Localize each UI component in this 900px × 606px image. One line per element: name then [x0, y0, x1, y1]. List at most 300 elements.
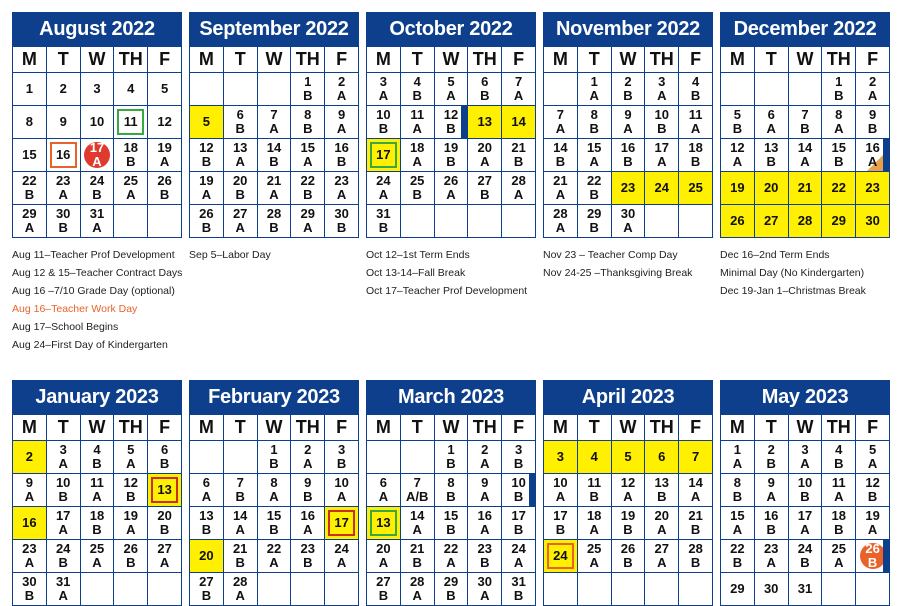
day-cell [789, 573, 823, 606]
day-number: 5 [733, 107, 742, 122]
month-calendar [720, 380, 890, 606]
weekday-header: TH [822, 47, 856, 73]
day-cell [190, 106, 224, 139]
rotation-letter: B [867, 489, 878, 504]
rotation-letter: A [800, 456, 810, 471]
day-cell [721, 205, 755, 238]
day-number: 23 [865, 180, 880, 195]
day-number: 18 [586, 508, 602, 523]
rotation-letter: A [480, 456, 490, 471]
day-number: 14 [511, 114, 526, 129]
month-calendar [12, 12, 182, 238]
rotation-letter: B [480, 88, 490, 103]
day-number: 22 [300, 173, 316, 188]
day-cell [721, 540, 755, 573]
rotation-letter: B [834, 88, 844, 103]
rotation-letter: A [235, 220, 245, 235]
day-cell [367, 172, 401, 205]
day-cell [578, 540, 612, 573]
day-number: 26 [199, 206, 214, 221]
day-cell [679, 106, 713, 139]
day-cell [291, 474, 325, 507]
day-number: 16 [620, 140, 636, 155]
rotation-letter: B [834, 154, 844, 169]
rotation-letter: A [555, 187, 566, 202]
day-cell [822, 441, 856, 474]
day-cell [81, 205, 115, 238]
day-number: 7 [556, 107, 565, 122]
day-cell [224, 172, 258, 205]
day-number: 25 [123, 173, 139, 188]
rotation-letter: A [513, 555, 524, 570]
day-cell [578, 573, 612, 606]
note-line: Oct 13-14–Fall Break [366, 267, 466, 279]
day-cell [822, 172, 856, 205]
day-number: 2 [337, 74, 346, 89]
day-cell [856, 474, 890, 507]
day-cell [755, 441, 789, 474]
month-title: February 2023 [189, 380, 359, 414]
day-cell [258, 106, 292, 139]
note-line: Nov 23 – Teacher Comp Day [543, 249, 678, 261]
day-cell [325, 205, 359, 238]
rotation-letter: B [235, 187, 245, 202]
month-title: October 2022 [366, 12, 536, 46]
day-cell [325, 73, 359, 106]
day-cell [13, 106, 47, 139]
rotation-letter: B [834, 522, 844, 537]
weekday-header: M [367, 47, 401, 73]
day-cell [114, 172, 148, 205]
day-number: 7 [801, 107, 809, 122]
day-cell [679, 474, 713, 507]
day-number: 15 [300, 140, 316, 155]
weekday-header: F [679, 415, 713, 441]
day-number: 27 [477, 173, 493, 188]
day-number: 20 [763, 180, 779, 195]
day-cell [502, 540, 536, 573]
weekday-header: F [148, 415, 182, 441]
day-cell [13, 507, 47, 540]
rotation-letter: A [378, 555, 389, 570]
day-number: 9 [868, 107, 877, 122]
day-cell [148, 73, 182, 106]
day-cell [679, 441, 713, 474]
note-line: Aug 17–School Begins [12, 321, 119, 333]
day-number: 29 [586, 206, 602, 221]
rotation-letter: B [589, 220, 599, 235]
day-cell [502, 441, 536, 474]
day-number: 24 [511, 541, 526, 556]
day-cell [401, 106, 435, 139]
day-number: 21 [232, 541, 248, 556]
rotation-letter: B [766, 154, 776, 169]
day-cell [856, 172, 890, 205]
rotation-letter: B [378, 588, 389, 603]
day-cell [367, 205, 401, 238]
day-number: 15 [266, 508, 282, 523]
day-cell [789, 507, 823, 540]
weekday-header: T [755, 47, 789, 73]
day-cell [401, 573, 435, 606]
rotation-letter: A [657, 522, 667, 537]
day-cell [679, 507, 713, 540]
day-cell [578, 106, 612, 139]
day-cell [679, 172, 713, 205]
weekday-header: M [721, 47, 755, 73]
rotation-letter: B [92, 456, 102, 471]
day-cell [612, 573, 646, 606]
day-cell [325, 172, 359, 205]
rotation-letter: B [269, 154, 279, 169]
rotation-letter: A [159, 154, 170, 169]
rotation-letter: A [480, 588, 490, 603]
day-cell [13, 540, 47, 573]
weekday-header: T [224, 415, 258, 441]
day-cell [435, 172, 469, 205]
day-cell [544, 441, 578, 474]
day-number: 29 [730, 581, 745, 596]
day-cell [856, 573, 890, 606]
day-cell [81, 441, 115, 474]
day-number: 2 [767, 442, 775, 457]
day-cell [822, 205, 856, 238]
day-number: 6 [767, 107, 775, 122]
day-number: 25 [89, 541, 105, 556]
day-number: 26 [865, 541, 880, 556]
day-number: 1 [733, 442, 742, 457]
day-cell [13, 205, 47, 238]
day-cell [544, 73, 578, 106]
rotation-letter: B [201, 588, 212, 603]
day-cell [502, 172, 536, 205]
day-number: 3 [93, 81, 101, 96]
rotation-letter: B [159, 456, 170, 471]
day-number: 6 [481, 74, 489, 89]
rotation-letter: A [336, 555, 347, 570]
day-cell [755, 172, 789, 205]
note-line: Aug 24–First Day of Kindergarten [12, 339, 168, 351]
day-cell [114, 139, 148, 172]
rotation-letter: B [269, 522, 279, 537]
day-number: 21 [688, 508, 703, 523]
day-number: 7 [236, 475, 244, 490]
day-cell [435, 507, 469, 540]
day-cell [544, 172, 578, 205]
day-cell [47, 73, 81, 106]
day-cell [291, 540, 325, 573]
day-cell [468, 474, 502, 507]
day-number: 2 [624, 74, 632, 89]
day-cell [435, 139, 469, 172]
day-cell [114, 507, 148, 540]
rotation-letter: A [235, 522, 245, 537]
weekday-header: M [190, 47, 224, 73]
rotation-letter: B [92, 522, 102, 537]
day-number: 23 [300, 541, 316, 556]
day-number: 4 [691, 74, 700, 89]
rotation-letter: A [657, 88, 667, 103]
day-cell [822, 474, 856, 507]
weekday-header: F [856, 415, 890, 441]
day-cell [148, 172, 182, 205]
day-number: 13 [199, 508, 214, 523]
weekday-header: T [47, 415, 81, 441]
day-cell [367, 73, 401, 106]
rotation-letter: B [303, 121, 313, 136]
rotation-letter: B [867, 555, 878, 570]
rotation-letter: A [269, 187, 279, 202]
day-cell [190, 205, 224, 238]
day-cell [755, 73, 789, 106]
day-cell [502, 73, 536, 106]
rotation-letter: B [24, 588, 35, 603]
rotation-letter: A [201, 489, 212, 504]
note-line: Minimal Day (No Kindergarten) [720, 267, 865, 279]
day-cell [401, 441, 435, 474]
month-title: May 2023 [720, 380, 890, 414]
day-number: 22 [831, 180, 847, 195]
day-cell [114, 106, 148, 139]
day-cell [789, 139, 823, 172]
day-number: 1 [835, 74, 843, 89]
day-cell [114, 540, 148, 573]
day-number: 20 [232, 173, 248, 188]
rotation-letter: A [446, 187, 456, 202]
day-cell [468, 73, 502, 106]
day-number: 26 [123, 541, 139, 556]
day-cell [148, 474, 182, 507]
weekday-header: F [502, 415, 536, 441]
day-cell [190, 540, 224, 573]
day-number: 12 [157, 114, 172, 129]
day-number: 26 [730, 213, 745, 228]
day-cell [291, 172, 325, 205]
day-cell [856, 139, 890, 172]
day-number: 3 [514, 442, 523, 457]
day-cell [645, 441, 679, 474]
month-notes [366, 246, 546, 300]
day-cell [224, 441, 258, 474]
day-cell [502, 106, 536, 139]
weekday-header: W [612, 47, 646, 73]
month-notes [189, 246, 369, 264]
rotation-letter: B [513, 522, 524, 537]
day-number: 24 [654, 180, 670, 195]
day-number: 16 [865, 140, 880, 155]
rotation-letter: B [126, 555, 136, 570]
day-number: 8 [590, 107, 598, 122]
weekday-header: TH [645, 47, 679, 73]
day-number: 15 [443, 508, 459, 523]
rotation-letter: A [834, 489, 844, 504]
day-cell [468, 106, 502, 139]
day-cell [148, 139, 182, 172]
day-number: 4 [413, 74, 421, 89]
rotation-letter: B [766, 522, 776, 537]
day-cell [367, 139, 401, 172]
day-cell [47, 573, 81, 606]
day-number: 17 [89, 140, 105, 155]
day-cell [435, 540, 469, 573]
day-cell [224, 540, 258, 573]
day-cell [468, 441, 502, 474]
rotation-letter: B [412, 187, 422, 202]
day-number: 3 [59, 442, 67, 457]
day-number: 2 [481, 442, 489, 457]
rotation-letter: A [336, 88, 347, 103]
note-line: Oct 12–1st Term Ends [366, 249, 470, 261]
rotation-letter: B [732, 121, 743, 136]
day-cell [856, 73, 890, 106]
day-number: 12 [865, 475, 880, 490]
day-number: 25 [831, 541, 847, 556]
weekday-header: TH [114, 47, 148, 73]
day-number: 11 [90, 475, 104, 490]
day-number: 31 [511, 574, 526, 589]
rotation-letter: B [800, 555, 810, 570]
day-cell [679, 73, 713, 106]
day-number: 21 [553, 173, 568, 188]
day-cell [291, 205, 325, 238]
day-cell [721, 474, 755, 507]
day-cell [325, 507, 359, 540]
day-number: 30 [865, 213, 880, 228]
rotation-letter: A [732, 522, 743, 537]
day-number: 3 [337, 442, 346, 457]
day-cell [645, 73, 679, 106]
day-cell [401, 205, 435, 238]
day-number: 10 [797, 475, 813, 490]
day-cell [544, 139, 578, 172]
month-calendar [366, 380, 536, 606]
rotation-letter: A [480, 489, 490, 504]
day-number: 18 [831, 508, 847, 523]
day-cell [47, 106, 81, 139]
rotation-letter: A [58, 522, 68, 537]
day-number: 15 [586, 140, 602, 155]
day-cell [435, 106, 469, 139]
month-calendar [366, 12, 536, 238]
rotation-letter: B [412, 555, 422, 570]
rotation-letter: B [201, 154, 212, 169]
day-cell [190, 172, 224, 205]
rotation-letter: A [24, 555, 35, 570]
rotation-letter: B [446, 489, 456, 504]
day-cell [578, 73, 612, 106]
day-cell [468, 205, 502, 238]
day-number: 19 [730, 180, 745, 195]
rotation-letter: B [303, 489, 313, 504]
rotation-letter: A [92, 555, 102, 570]
rotation-letter: B [480, 187, 490, 202]
rotation-letter: B [269, 456, 279, 471]
day-cell [679, 540, 713, 573]
day-cell [612, 540, 646, 573]
rotation-letter: B [623, 88, 633, 103]
day-cell [148, 205, 182, 238]
day-number: 27 [157, 541, 172, 556]
month-grid [543, 46, 713, 238]
day-cell [291, 139, 325, 172]
rotation-letter: B [446, 588, 456, 603]
month-notes [12, 246, 192, 354]
day-number: 20 [157, 508, 172, 523]
weekday-header: T [578, 47, 612, 73]
day-cell [544, 474, 578, 507]
day-cell [258, 172, 292, 205]
rotation-letter: A [58, 456, 68, 471]
day-number: 6 [379, 475, 388, 490]
day-number: 5 [127, 442, 135, 457]
rotation-letter: B [480, 555, 490, 570]
weekday-header: M [721, 415, 755, 441]
weekday-header: W [789, 47, 823, 73]
weekday-header: TH [645, 415, 679, 441]
day-number: 14 [553, 140, 568, 155]
rotation-letter: B [513, 489, 524, 504]
rotation-letter: A [378, 187, 389, 202]
rotation-letter: A [623, 220, 633, 235]
day-cell [224, 139, 258, 172]
day-number: 3 [556, 449, 565, 464]
rotation-letter: B [555, 154, 566, 169]
day-number: 24 [89, 173, 105, 188]
day-cell [645, 474, 679, 507]
day-number: 11 [587, 475, 602, 490]
day-number: 9 [624, 107, 632, 122]
weekday-header: F [502, 47, 536, 73]
day-number: 30 [620, 206, 636, 221]
day-number: 23 [55, 173, 71, 188]
rotation-letter: A [303, 456, 313, 471]
day-cell [468, 540, 502, 573]
day-number: 30 [55, 206, 71, 221]
day-cell [721, 73, 755, 106]
day-cell [81, 106, 115, 139]
day-cell [721, 139, 755, 172]
rotation-letter: B [446, 522, 456, 537]
day-number: 10 [511, 475, 526, 490]
day-number: 9 [481, 475, 489, 490]
weekday-header: W [789, 415, 823, 441]
day-cell [578, 441, 612, 474]
day-cell [325, 106, 359, 139]
day-cell [679, 205, 713, 238]
day-cell [612, 474, 646, 507]
day-number: 4 [93, 442, 101, 457]
rotation-letter: A [867, 456, 878, 471]
day-cell [13, 172, 47, 205]
rotation-letter: A [555, 489, 566, 504]
rotation-letter: A [800, 522, 810, 537]
day-number: 22 [730, 541, 745, 556]
weekday-header: T [755, 415, 789, 441]
day-number: 24 [553, 548, 568, 563]
day-cell [148, 540, 182, 573]
day-cell [401, 507, 435, 540]
day-number: 8 [733, 475, 742, 490]
day-cell [721, 441, 755, 474]
day-number: 22 [586, 173, 602, 188]
day-cell [47, 172, 81, 205]
day-number: 14 [266, 140, 282, 155]
day-cell [367, 573, 401, 606]
day-number: 12 [123, 475, 139, 490]
weekday-header: F [856, 47, 890, 73]
rotation-letter: B [303, 555, 313, 570]
weekday-header: M [544, 47, 578, 73]
